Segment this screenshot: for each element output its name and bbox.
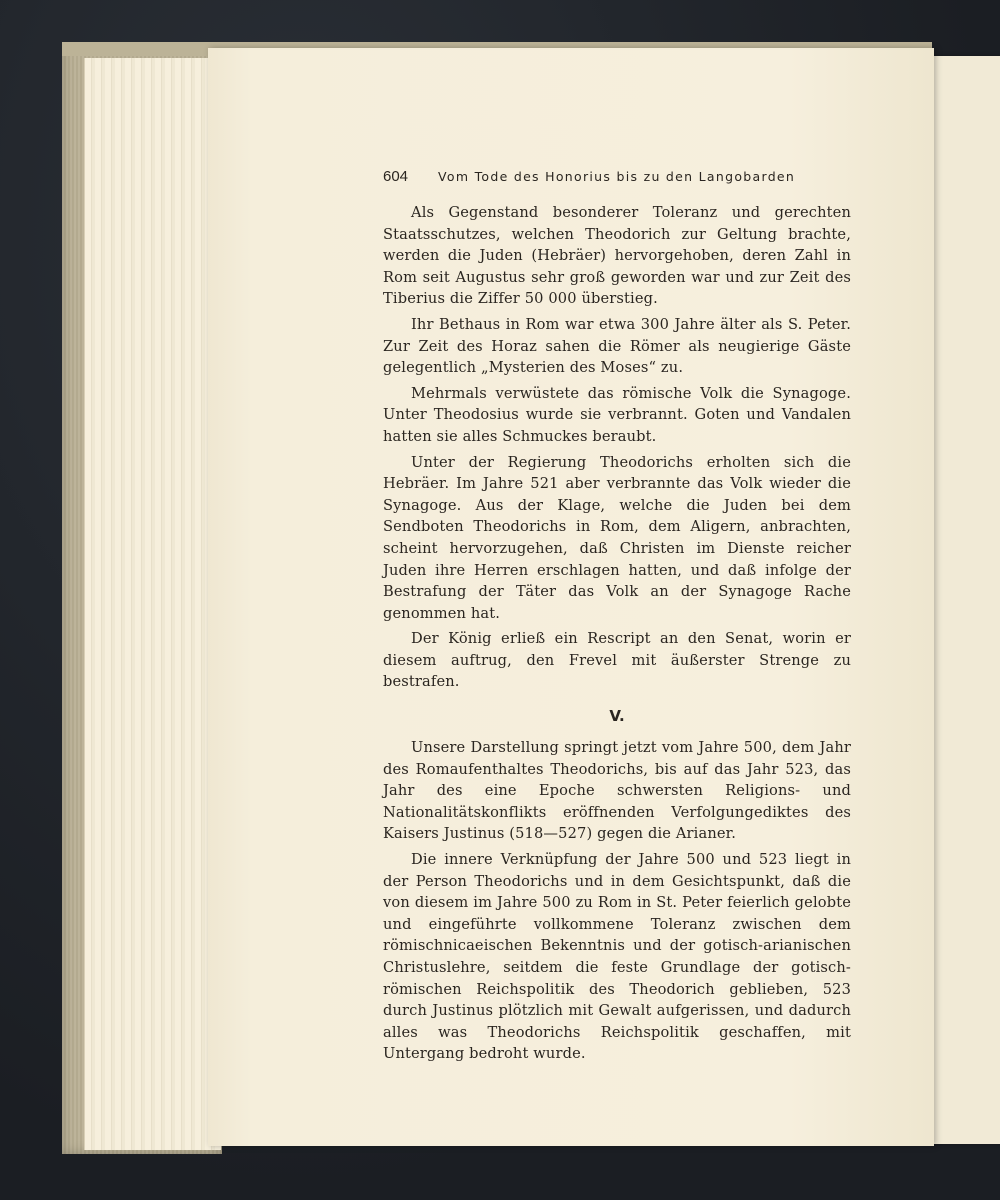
paragraph: Der König erließ ein Rescript an den Senat, worin er diesem auftrug, den Frevel mit äußerster Strenge zu bestrafen. bbox=[383, 630, 851, 691]
paragraph: Ihr Bethaus in Rom war etwa 300 Jahre älter als S. Peter. Zur Zeit des Horaz sahen die Römer als neugierige Gäste gelegentlich „Mysterien des Moses“ zu. bbox=[383, 315, 851, 377]
page-header bbox=[383, 168, 851, 192]
paragraph: Die innere Verknüpfung der Jahre 500 und 523 liegt in der Person Theodorichs und in dem Gesichtspunkt, daß die von diesem im Jahre 500 zu Rom in St. Peter feierlich gelobte und eingeführte vollkommene Toleranz zwischen dem römischnicaeischen Bekenntnis und der gotisch-arianischen Christuslehre, seitdem die feste Grundlage der gotisch-römischen Reichspolitik des Theodorich geblieben, 523 durch Justinus plötzlich mit Gewalt aufgerissen, und dadurch alles was Theodorichs Reichspolitik geschaffen, mit Untergang bedroht wurde. bbox=[383, 851, 851, 1063]
page-text-block bbox=[383, 168, 851, 1069]
stacked-page-edges bbox=[84, 58, 221, 1150]
book-page bbox=[208, 48, 934, 1146]
paragraph: Als Gegenstand besonderer Toleranz und gerechten Staatsschutzes, welchen Theodorich zur Geltung brachte, werden die Juden (Hebräer) hervorgehoben, deren Zahl in Rom seit Augustus sehr groß geworden war und zur Zeit des Tiberius die Ziffer 50 000 überstieg. bbox=[383, 204, 851, 308]
paragraph: Mehrmals verwüstete das römische Volk die Synagoge. Unter Theodosius wurde sie verbrannt. Goten und Vandalen hatten sie alles Schmuckes beraubt. bbox=[383, 384, 851, 445]
paragraph: Unsere Darstellung springt jetzt vom Jahre 500, dem Jahr des Romaufenthaltes Theodorichs, bis auf das Jahr 523, das Jahr des eine Epoche schwersten Religions- und Nationalitätskonflikts eröffnenden Verfolgungediktes des Kaisers Justinus (518—527) gegen die Arianer. bbox=[383, 739, 851, 843]
page-number: 604 bbox=[383, 168, 409, 185]
facing-page-edge bbox=[926, 56, 1000, 1144]
paragraph: Unter der Regierung Theodorichs erholten sich die Hebräer. Im Jahre 521 aber verbrannte das Volk wieder die Synagoge. Aus der Klage, welche die Juden bei dem Sendboten Theodorichs in Rom, dem Aligern, anbrachten, scheint hervorzugehen, daß Christen im Dienste reicher Juden ihre Herren erschlagen hatten, und daß infolge der Bestrafung der Täter das Volk an der Synagoge Rache genommen hat. bbox=[383, 453, 851, 622]
section-heading: V. bbox=[609, 707, 625, 726]
running-head: Vom Tode des Honorius bis zu den Langobarden bbox=[438, 169, 796, 184]
